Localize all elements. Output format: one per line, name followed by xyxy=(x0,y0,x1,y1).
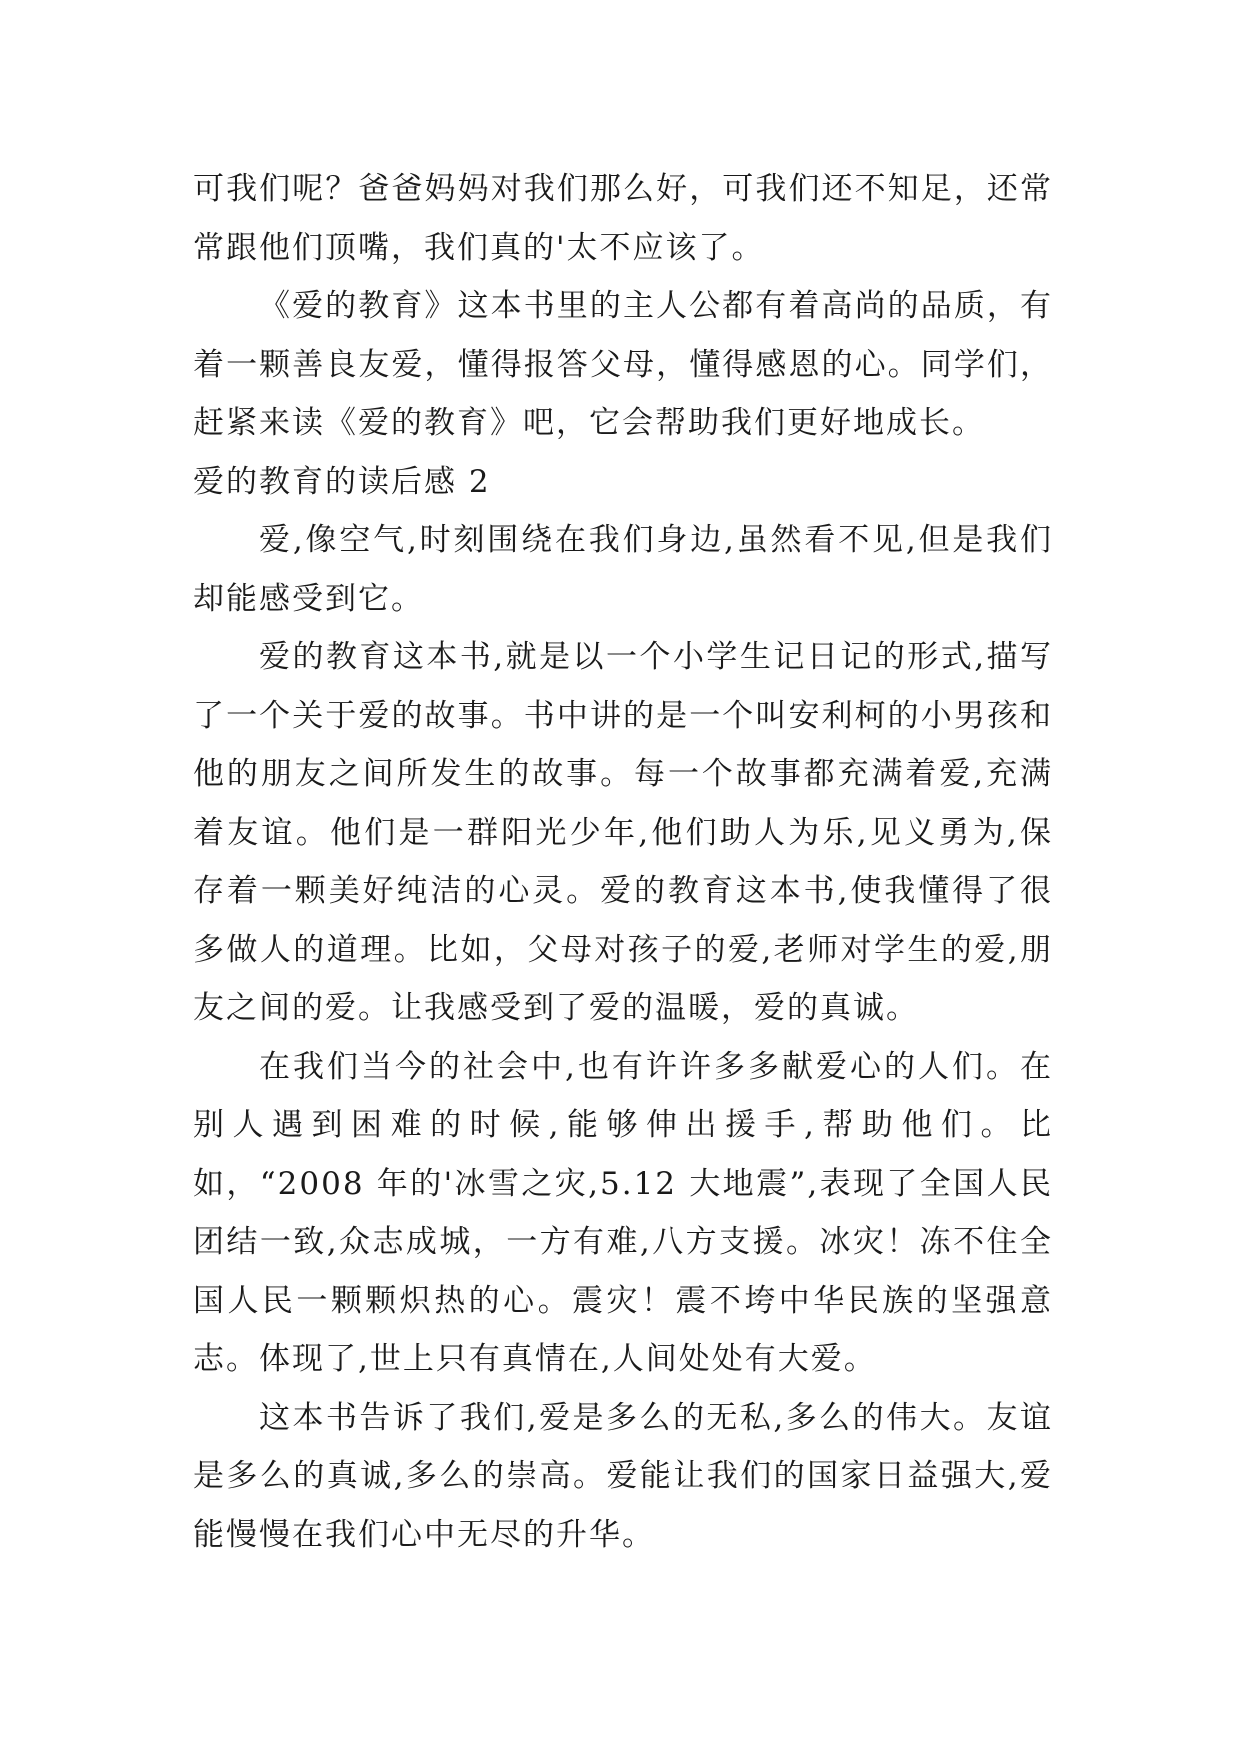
section-title: 爱的教育的读后感 2 xyxy=(193,463,491,500)
paragraph-1: 可我们呢？爸爸妈妈对我们那么好，可我们还不知足，还常常跟他们顶嘴，我们真的'太不应该了。 xyxy=(193,171,1053,266)
paragraph-5: 在我们当今的社会中,也有许许多多献爱心的人们。在别人遇到困难的时候,能够伸出援手,帮助他们。比如，“2008 年的'冰雪之灾,5.12 大地震”,表现了全国人民团结一致,众志成城，一方有难,八方支援。冰灾！冻不住全国人民一颗颗炽热的心。震灾！震不垮中华民族的坚强意志。体现了,世上只有真情在,人间处处有大爱。 xyxy=(193,1048,1053,1377)
paragraph-6: 这本书告诉了我们,爱是多么的无私,多么的伟大。友谊是多么的真诚,多么的崇高。爱能让我们的国家日益强大,爱能慢慢在我们心中无尽的升华。 xyxy=(193,1399,1053,1553)
document-body xyxy=(193,160,1053,1564)
paragraph-4: 爱的教育这本书,就是以一个小学生记日记的形式,描写了一个关于爱的故事。书中讲的是一个叫安利柯的小男孩和他的朋友之间所发生的故事。每一个故事都充满着爱,充满着友谊。他们是一群阳光少年,他们助人为乐,见义勇为,保存着一颗美好纯洁的心灵。爱的教育这本书,使我懂得了很多做人的道理。比如，父母对孩子的爱,老师对学生的爱,朋友之间的爱。让我感受到了爱的温暖，爱的真诚。 xyxy=(193,639,1053,1026)
paragraph-2: 《爱的教育》这本书里的主人公都有着高尚的品质，有着一颗善良友爱，懂得报答父母，懂得感恩的心。同学们，赶紧来读《爱的教育》吧，它会帮助我们更好地成长。 xyxy=(193,288,1053,441)
paragraph-3: 爱,像空气,时刻围绕在我们身边,虽然看不见,但是我们却能感受到它。 xyxy=(193,522,1053,617)
